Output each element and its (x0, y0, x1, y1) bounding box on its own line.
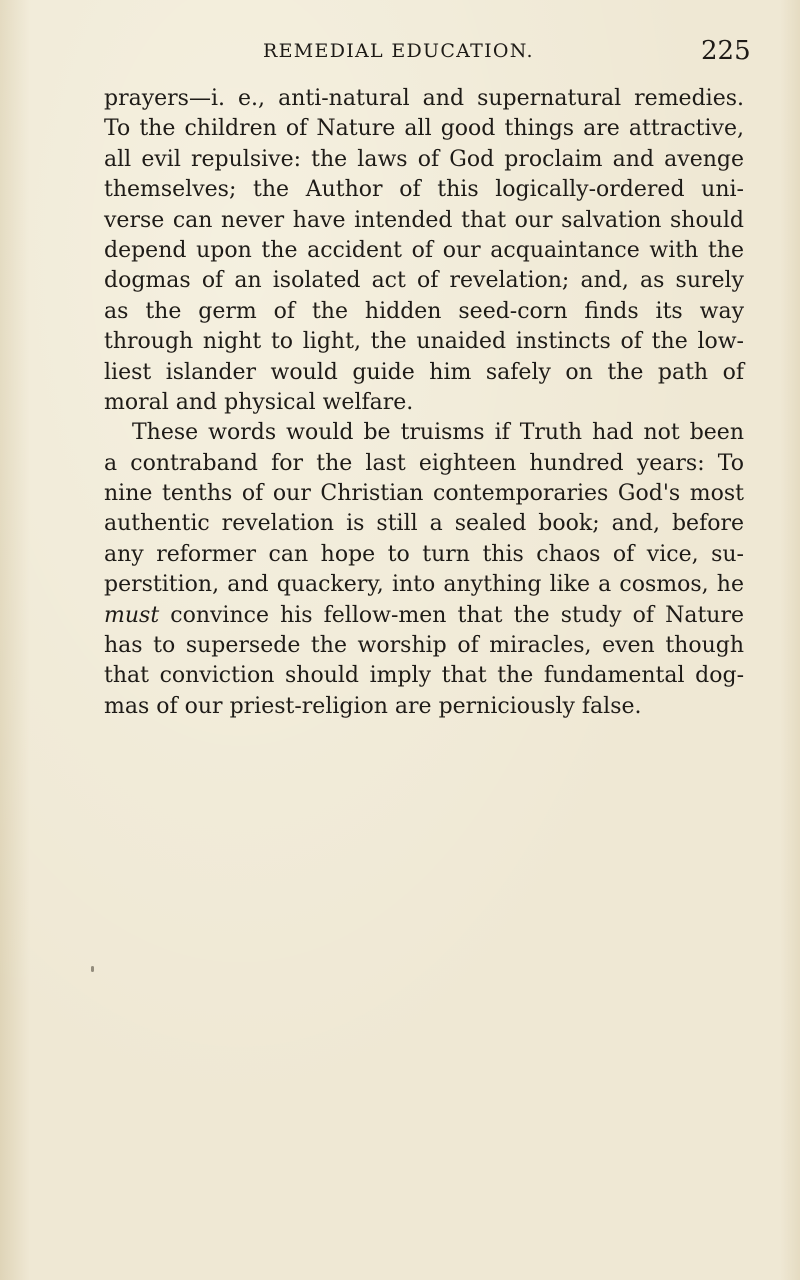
text-line: verse can never have intended that our salvation should (104, 207, 744, 233)
text-line-rest: convince his fellow-men that the study of Nature (170, 602, 744, 628)
text-line: any reformer can hope to turn this chaos of vice, su- (104, 541, 744, 567)
text-line: a contraband for the last eighteen hundred years: To (104, 450, 744, 476)
text-line: as the germ of the hidden seed-corn finds its way (104, 298, 744, 324)
text-line: through night to light, the unaided instincts of the low- (104, 329, 744, 355)
ink-speck (91, 966, 94, 972)
text-line: has to supersede the worship of miracles, even though (104, 633, 744, 659)
body-text (104, 84, 744, 722)
text-line: authentic revelation is still a sealed book; and, before (104, 511, 744, 537)
text-line: To the children of Nature all good things are attractive, (104, 116, 744, 142)
text-line: prayers—i. e., anti-natural and supernatural remedies. (104, 86, 744, 111)
text-line-with-emphasis (104, 601, 744, 631)
text-line: mas of our priest-religion are perniciously false. (104, 693, 642, 719)
running-head: REMEDIAL EDUCATION. (263, 40, 534, 62)
text-line: moral and physical welfare. (104, 389, 414, 415)
text-line: dogmas of an isolated act of revelation; and, as surely (104, 268, 744, 294)
text-line: liest islander would guide him safely on the path of (104, 359, 744, 385)
text-line: depend upon the accident of our acquaintance with the (104, 237, 744, 263)
text-line: all evil repulsive: the laws of God proclaim and avenge (104, 146, 744, 172)
emphasis-word: must (104, 602, 160, 628)
text-line: nine tenths of our Christian contemporaries God's most (104, 481, 744, 507)
page-number: 225 (701, 36, 751, 66)
page-header (0, 36, 800, 76)
text-line: themselves; the Author of this logically-ordered uni- (104, 177, 744, 203)
text-line: perstition, and quackery, into anything like a cosmos, he (104, 572, 744, 598)
text-line: that conviction should imply that the fundamental dog- (104, 663, 744, 689)
text-line: These words would be truisms if Truth had not been (132, 420, 744, 446)
